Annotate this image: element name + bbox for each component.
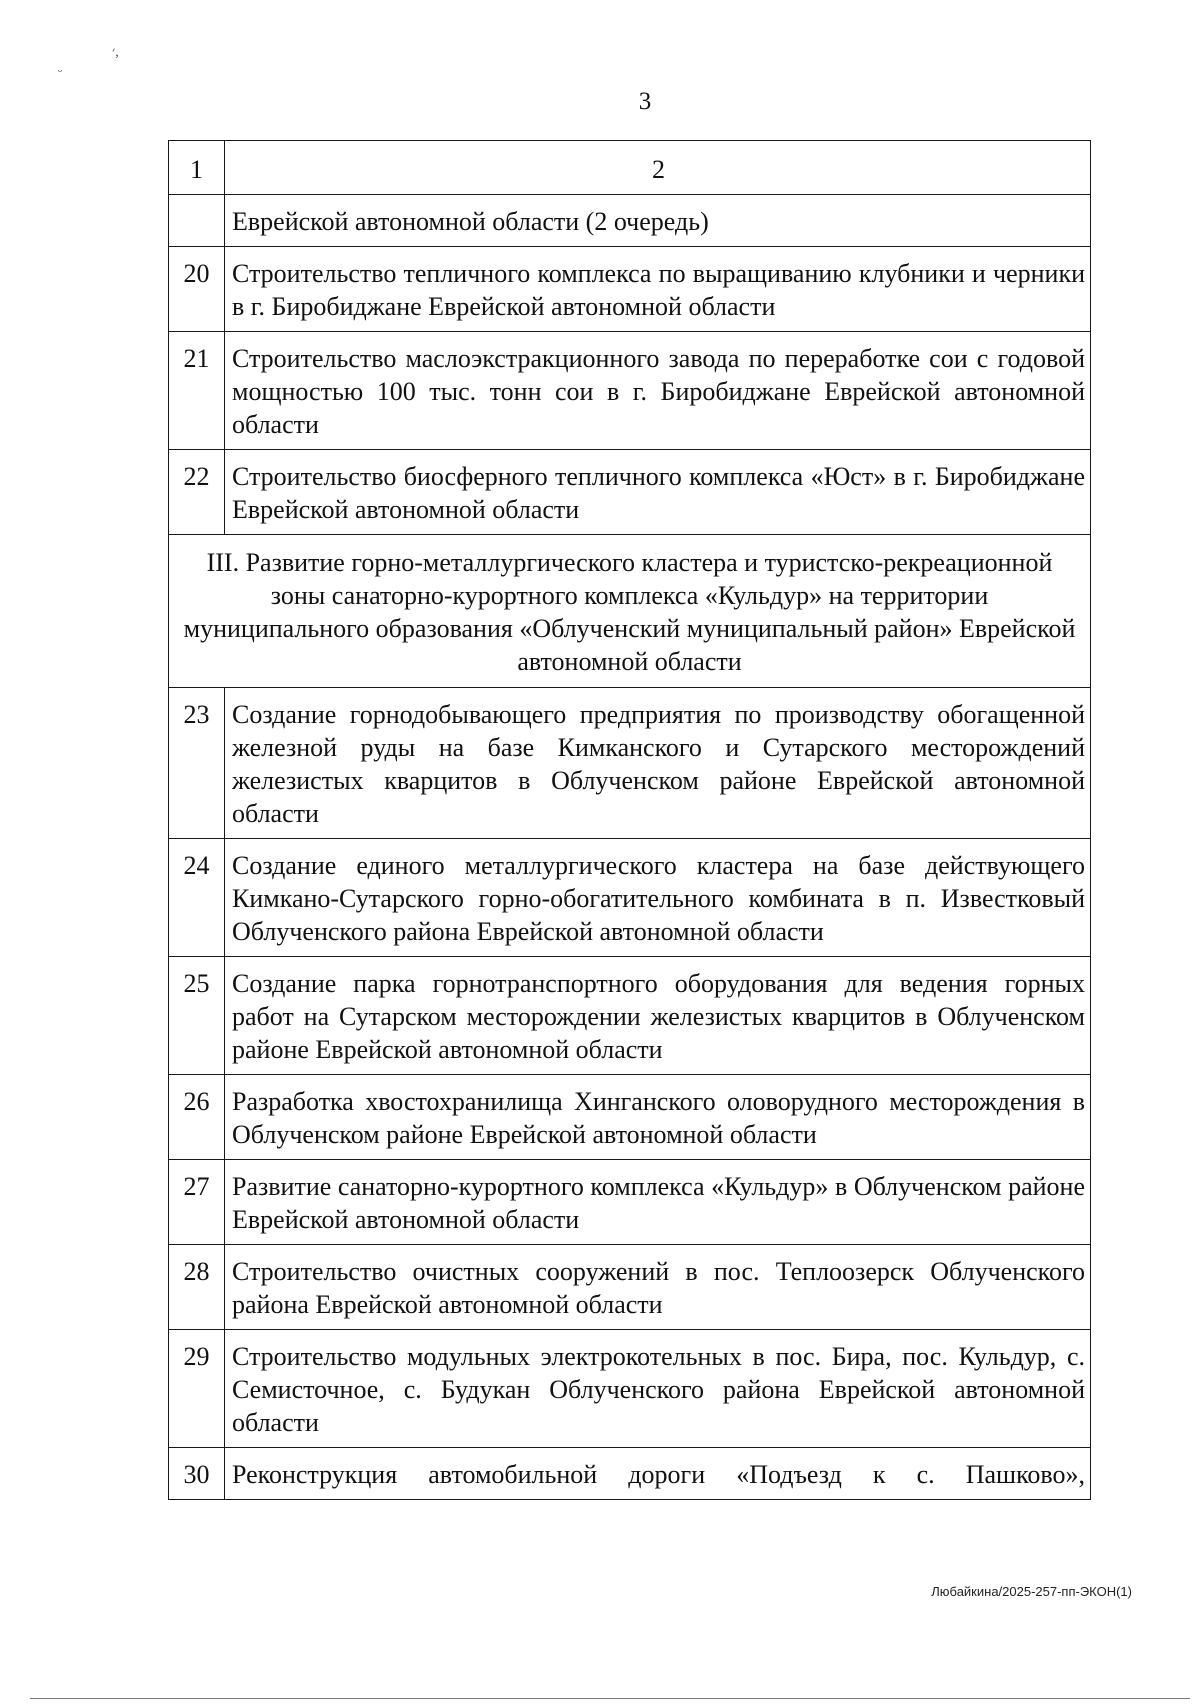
- row-number: 27: [169, 1160, 225, 1245]
- table-row: [169, 1448, 1091, 1500]
- row-number: 20: [169, 247, 225, 332]
- continuation-row: [169, 195, 1091, 247]
- row-description: Строительство очистных сооружений в пос. Теплоозерск Облученского района Еврейской автономной области: [225, 1245, 1091, 1330]
- document-reference: Любайкина/2025-257-пп-ЭКОН(1): [931, 1584, 1132, 1599]
- row-number: [169, 195, 225, 247]
- scan-speck: ׳,: [112, 45, 119, 60]
- table-row: [169, 1330, 1091, 1448]
- row-description: Развитие санаторно-курортного комплекса «Кульдур» в Облученском районе Еврейской автономной области: [225, 1160, 1091, 1245]
- table-header-row: [169, 141, 1091, 195]
- column-description-header: 2: [225, 141, 1091, 195]
- row-number: 26: [169, 1075, 225, 1160]
- row-number: 23: [169, 688, 225, 839]
- table-row: [169, 1160, 1091, 1245]
- row-number: 28: [169, 1245, 225, 1330]
- row-description: Строительство модульных электрокотельных в пос. Бира, пос. Кульдур, с. Семисточное, с. Будукан Облученского района Еврейской автономной области: [225, 1330, 1091, 1448]
- row-description: Строительство биосферного тепличного комплекса «Юст» в г. Биробиджане Еврейской автономной области: [225, 450, 1091, 535]
- table-row: [169, 247, 1091, 332]
- table-row: [169, 450, 1091, 535]
- column-number-header: 1: [169, 141, 225, 195]
- projects-table: [168, 140, 1091, 1500]
- section-heading: III. Развитие горно-металлургического кластера и туристско-рекреационной зоны санаторно-курортного комплекса «Кульдур» на территории муниципального образования «Облученский муниципальный район» Еврейской автономной области: [169, 535, 1091, 688]
- page-number: 3: [638, 88, 652, 115]
- table-row: [169, 957, 1091, 1075]
- row-number: 21: [169, 332, 225, 450]
- row-description: Еврейской автономной области (2 очередь): [225, 195, 1091, 247]
- row-number: 24: [169, 839, 225, 957]
- row-number: 25: [169, 957, 225, 1075]
- row-description: Строительство тепличного комплекса по выращиванию клубники и черники в г. Биробиджане Еврейской автономной области: [225, 247, 1091, 332]
- row-description: Разработка хвостохранилища Хинганского оловорудного месторождения в Облученском районе Еврейской автономной области: [225, 1075, 1091, 1160]
- row-description: Создание парка горнотранспортного оборудования для ведения горных работ на Сутарском месторождении железистых кварцитов в Облученском районе Еврейской автономной области: [225, 957, 1091, 1075]
- row-description: Реконструкция автомобильной дороги «Подъезд к с. Пашково»,: [225, 1448, 1091, 1500]
- scan-speck: ᵕ: [58, 65, 63, 80]
- table-row: [169, 332, 1091, 450]
- row-description: Создание горнодобывающего предприятия по производству обогащенной железной руды на базе Кимканского и Сутарского месторождений железистых кварцитов в Облученском районе Еврейской автономной области: [225, 688, 1091, 839]
- row-description: Создание единого металлургического кластера на базе действующего Кимкано-Сутарского горно-обогатительного комбината в п. Известковый Облученского района Еврейской автономной области: [225, 839, 1091, 957]
- row-number: 22: [169, 450, 225, 535]
- table-row: [169, 839, 1091, 957]
- table-row: [169, 688, 1091, 839]
- page-edge-line: [30, 1698, 1190, 1699]
- section-heading-row: [169, 535, 1091, 688]
- row-number: 29: [169, 1330, 225, 1448]
- table-row: [169, 1245, 1091, 1330]
- row-number: 30: [169, 1448, 225, 1500]
- table-row: [169, 1075, 1091, 1160]
- row-description: Строительство маслоэкстракционного завода по переработке сои с годовой мощностью 100 тыс. тонн сои в г. Биробиджане Еврейской автономной области: [225, 332, 1091, 450]
